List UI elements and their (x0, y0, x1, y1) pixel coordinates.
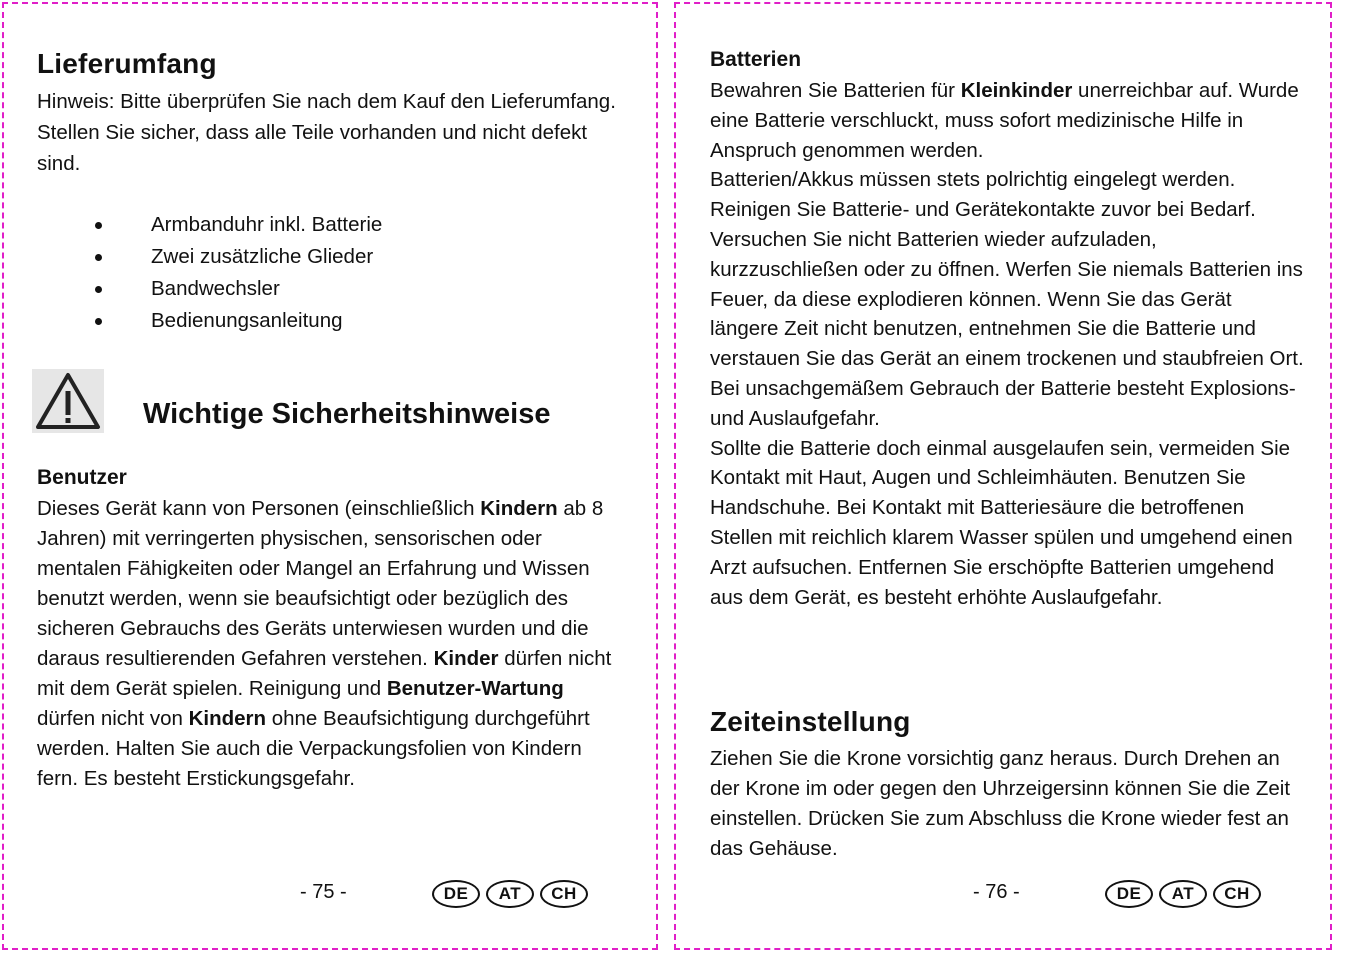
warning-icon (32, 369, 104, 433)
badge-ch: CH (1213, 880, 1261, 908)
toddlers-term: Kleinkinder (960, 79, 1073, 102)
kids-term: Kindern (188, 707, 267, 730)
delivery-note: Hinweis: Bitte überprüfen Sie nach dem Kauf den Lieferumfang. Stellen Sie sicher, dass alle Teile vorhanden und nicht defekt sind. (37, 90, 616, 175)
battery-heading: Batterien (710, 48, 802, 71)
user-paragraph: Dieses Gerät kann von Personen (einschließlich Kindern ab 8 Jahren) mit verringerten physischen, sensorischen oder mentalen Fähigkeiten oder Mangel an Erfahrung und Wissen benutzt werden, wenn sie beaufsichtigt oder bezüglich des sicheren Gebrauchs des Geräts unterwiesen wurden und die daraus resultierenden Gefahren verstehen. Kinder dürfen nicht mit dem Gerät spielen. Reinigung und Benutzer-Wartung dürfen nicht von Kindern ohne Beaufsichtigung durchgeführt werden. Halten Sie auch die Verpackungsfolien von Kindern fern. Es besteht Erstickungsgefahr. (37, 497, 612, 790)
badge-de: DE (1105, 880, 1153, 908)
badge-at: AT (1159, 880, 1207, 908)
list-item: Bedienungsanleitung (95, 305, 575, 337)
page-number: - 75 - (300, 881, 347, 903)
list-item: Bandwechsler (95, 273, 575, 305)
badge-de: DE (432, 880, 480, 908)
badge-at: AT (486, 880, 534, 908)
badge-ch: CH (540, 880, 588, 908)
delivery-list (95, 209, 575, 337)
battery-paragraphs: Bewahren Sie Batterien für Kleinkinder unerreichbar auf. Wurde eine Batterie verschluckt, muss sofort medizinische Hilfe in Anspruch genommen werden. Batterien/Akkus müssen stets polrichtig eingelegt werden. Reinigen Sie Batterie- und Gerätekontakte zuvor bei Bedarf. Versuchen Sie nicht Batterien wieder aufzuladen, kurzzuschließen oder zu öffnen. Werfen Sie niemals Batterien ins Feuer, da diese explodieren können. Wenn Sie das Gerät längere Zeit nicht benutzen, entnehmen Sie die Batterie und verstauen Sie das Gerät an einem trockenen und staubfreien Ort. Bei unsachgemäßem Gebrauch der Batterie besteht Explosions- und Auslaufgefahr. Sollte die Batterie doch einmal ausgelaufen sein, vermeiden Sie Kontakt mit Haut, Augen und Schleimhäuten. Benutzen Sie Handschuhe. Bei Kontakt mit Batteriesäure die betroffenen Stellen mit reichlich klarem Wasser spülen und umgehend einen Arzt aufsuchen. Entfernen Sie erschöpfte Batterien umgehend aus dem Gerät, es besteht erhöhte Auslaufgefahr. (710, 79, 1304, 609)
list-item: Armbanduhr inkl. Batterie (95, 209, 575, 241)
user-heading: Benutzer (37, 466, 127, 489)
time-title: Zeiteinstellung (710, 706, 911, 737)
time-paragraph: Ziehen Sie die Krone vorsichtig ganz heraus. Durch Drehen an der Krone im oder gegen den Uhrzeigersinn können Sie die Zeit einstellen. Drücken Sie zum Abschluss die Krone wieder fest an das Gehäuse. (710, 747, 1291, 860)
kids-term: Kindern (480, 497, 558, 520)
safety-title: Wichtige Sicherheitshinweise (143, 398, 551, 430)
country-badges (432, 880, 588, 908)
kids-term: Kinder (433, 647, 499, 670)
list-item: Zwei zusätzliche Glieder (95, 241, 575, 273)
page-number: - 76 - (973, 881, 1020, 903)
delivery-title: Lieferumfang (37, 48, 217, 79)
maintenance-term: Benutzer-Wartung (386, 677, 564, 700)
country-badges (1105, 880, 1261, 908)
